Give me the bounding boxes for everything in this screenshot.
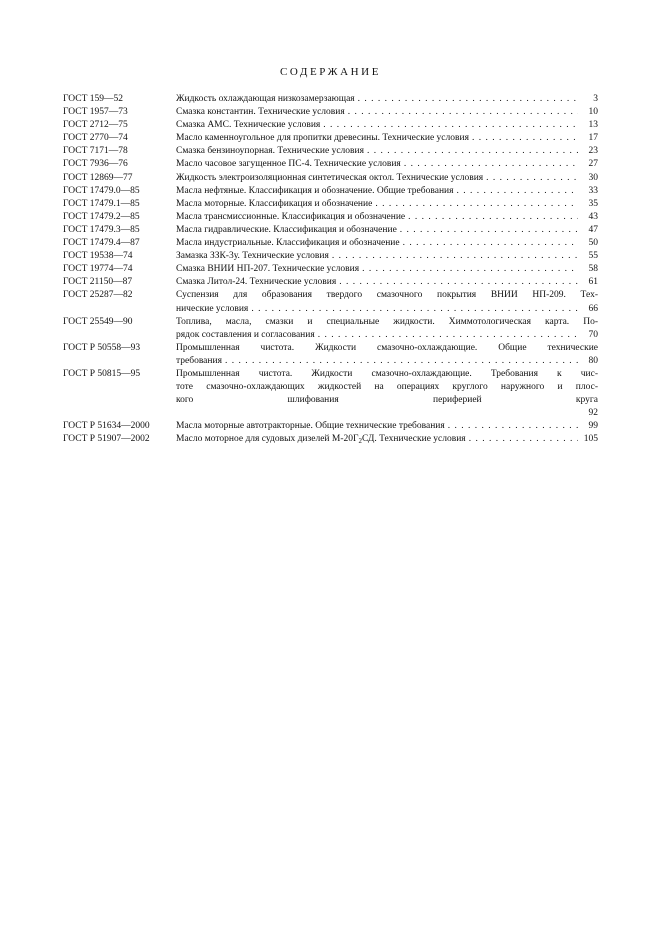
toc-entry[interactable] — [63, 93, 598, 106]
toc-entry-page: 3 — [593, 94, 598, 104]
toc-entry-title-line: Замазка ЗЗК-3у. Технические условия — [176, 251, 329, 262]
toc-entry[interactable] — [63, 198, 598, 211]
toc-entry-page: 13 — [588, 120, 598, 131]
toc-entry-page: 58 — [588, 264, 598, 275]
toc-entry-page: 66 — [588, 303, 598, 314]
toc-entry-code: ГОСТ 7936—76 — [63, 159, 128, 170]
dot-leader — [248, 303, 578, 316]
toc-entry[interactable] — [63, 237, 598, 250]
dot-leader — [483, 172, 578, 185]
toc-entry-code: ГОСТ 25549—90 — [63, 316, 133, 327]
dot-leader — [364, 145, 578, 158]
toc-entry[interactable] — [63, 263, 598, 276]
toc-entry-title-line: кого шлифования периферией круга — [176, 395, 598, 406]
dot-leader — [401, 158, 578, 171]
toc-entry-title — [176, 263, 598, 276]
toc-entry-title — [176, 211, 598, 224]
dot-leader — [397, 224, 578, 237]
toc-entry-title-line: Смазка ВНИИ НП-207. Технические условия — [176, 264, 360, 275]
dot-leader — [345, 106, 578, 119]
toc-entry-title — [176, 224, 598, 237]
toc-entry-title — [176, 368, 598, 420]
toc-entry-page: 50 — [588, 238, 598, 249]
toc-entry-title — [176, 145, 598, 158]
toc-entry-code: ГОСТ 17479.1—85 — [63, 198, 140, 209]
toc-entry-page: 10 — [588, 107, 598, 118]
toc-entry[interactable] — [63, 433, 598, 448]
toc-entry-page: 55 — [588, 251, 598, 262]
toc-entry[interactable] — [63, 119, 598, 132]
toc-entry[interactable] — [63, 145, 598, 158]
toc-entry-title-line: тоте смазочно-охлаждающих жидкостей на операциях круглого наружного и плос- — [176, 382, 598, 393]
toc-entry-code: ГОСТ 19538—74 — [63, 251, 133, 262]
toc-entry-page: 80 — [588, 355, 598, 366]
toc-entry-page: 92 — [588, 408, 598, 419]
toc-entry[interactable] — [63, 158, 598, 171]
toc-entry-title-line: Масла моторные. Классификация и обозначение — [176, 198, 373, 209]
toc-entry-title — [176, 433, 598, 448]
toc-entry[interactable] — [63, 106, 598, 119]
dot-leader — [359, 263, 578, 276]
toc-entry-title-line: рядок составления и согласования — [176, 329, 315, 340]
toc-entry-page: 47 — [588, 224, 598, 235]
toc-entry-title — [176, 316, 598, 342]
toc-entry[interactable] — [63, 132, 598, 145]
toc-entry-code: ГОСТ 17479.0—85 — [63, 185, 140, 196]
toc-entry-title — [176, 93, 598, 106]
toc-entry-title — [176, 342, 598, 368]
toc-entry-page: 23 — [588, 146, 598, 157]
toc-entry-title — [176, 198, 598, 211]
toc-entry-code: ГОСТ 21150—87 — [63, 277, 133, 288]
toc-entry-title-line: Масла нефтяные. Классификация и обозначение. Общие требования — [176, 185, 454, 196]
toc-entry-page: 70 — [588, 329, 598, 340]
toc-entry-title-line: Смазка АМС. Технические условия — [176, 120, 321, 131]
toc-entry-title — [176, 106, 598, 119]
toc-entry-title — [176, 185, 598, 198]
toc-entry-title-line: Масло часовое загущенное ПС-4. Технические условия — [176, 159, 401, 170]
table-of-contents — [63, 93, 598, 449]
toc-entry[interactable] — [63, 250, 598, 263]
toc-entry-page: 35 — [588, 198, 598, 209]
toc-entry[interactable] — [63, 342, 598, 368]
toc-entry-page: 30 — [588, 172, 598, 183]
dot-leader — [329, 250, 578, 263]
toc-entry-code: ГОСТ 159—52 — [63, 94, 123, 104]
dot-leader — [469, 132, 578, 145]
dot-leader — [320, 119, 578, 132]
dot-leader — [336, 276, 578, 289]
toc-entry-title-line: Смазка Литол-24. Технические условия — [176, 277, 337, 288]
contents-heading: СОДЕРЖАНИЕ — [279, 66, 382, 78]
toc-entry-title — [176, 237, 598, 250]
toc-entry-title — [176, 132, 598, 145]
toc-entry-title-line: Масла индустриальные. Классификация и обозначение — [176, 238, 400, 249]
toc-entry-code: ГОСТ 1957—73 — [63, 107, 128, 118]
toc-entry-title — [176, 119, 598, 132]
toc-entry[interactable] — [63, 289, 598, 315]
toc-entry-code: ГОСТ 2770—74 — [63, 133, 128, 144]
dot-leader — [372, 198, 578, 211]
dot-leader — [222, 355, 578, 368]
dot-leader — [400, 237, 578, 250]
toc-entry-code: ГОСТ Р 50815—95 — [63, 368, 141, 379]
toc-entry-title-line: Масла гидравлические. Классификация и обозначение — [176, 224, 397, 235]
toc-entry-page: 17 — [588, 133, 598, 144]
toc-entry-page: 33 — [588, 185, 598, 196]
toc-entry-title-line: Топлива, масла, смазки и специальные жидкости. Химмотологическая карта. По- — [176, 316, 598, 327]
toc-entry-page: 27 — [588, 159, 598, 170]
dot-leader — [405, 211, 578, 224]
toc-entry-page: 105 — [583, 434, 598, 445]
toc-entry[interactable] — [63, 224, 598, 237]
toc-entry-title — [176, 289, 598, 315]
toc-entry[interactable] — [63, 316, 598, 342]
toc-entry-title-line: Масло каменноугольное для пропитки древесины. Технические условия — [176, 133, 469, 144]
toc-entry[interactable] — [63, 368, 598, 420]
toc-entry-code: ГОСТ 25287—82 — [63, 290, 133, 301]
dot-leader — [315, 329, 578, 342]
toc-entry-title-line: нические условия — [176, 303, 249, 314]
toc-entry-title — [176, 250, 598, 263]
toc-entry[interactable] — [63, 276, 598, 289]
toc-entry-title — [176, 420, 598, 433]
dot-leader — [466, 433, 578, 446]
toc-entry-code: ГОСТ 17479.2—85 — [63, 211, 140, 222]
toc-entry-title-line: Смазка константин. Технические условия — [176, 107, 345, 118]
toc-entry-title-line: Жидкость электроизоляционная синтетическая октол. Технические условия — [176, 172, 484, 183]
toc-entry-title-line: Суспензия для образования твердого смазочного покрытия ВНИИ НП-209. Тех- — [176, 290, 598, 301]
dot-leader — [453, 185, 578, 198]
toc-entry-title-line: Промышленная чистота. Жидкости смазочно-охлаждающие. Требования к чис- — [176, 368, 598, 379]
toc-entry-page: 99 — [588, 421, 598, 432]
toc-entry[interactable] — [63, 185, 598, 198]
toc-entry-code: ГОСТ 17479.4—87 — [63, 238, 140, 249]
dot-leader — [355, 93, 578, 106]
toc-entry-code: ГОСТ 19774—74 — [63, 264, 133, 275]
toc-entry-page: 61 — [588, 277, 598, 288]
toc-entry-title-line: Промышленная чистота. Жидкости смазочно-охлаждающие. Общие технические — [176, 342, 598, 353]
toc-entry-title — [176, 158, 598, 171]
toc-entry[interactable] — [63, 172, 598, 185]
dot-leader — [445, 420, 578, 433]
toc-entry-title — [176, 172, 598, 185]
toc-entry-title-line: Смазка бензиноупорная. Технические условия — [176, 146, 364, 157]
toc-entry-code: ГОСТ 2712—75 — [63, 120, 128, 131]
toc-entry-code: ГОСТ 12869—77 — [63, 172, 133, 183]
toc-entry-code: ГОСТ 7171—78 — [63, 146, 128, 157]
toc-entry-title-line: Жидкость охлаждающая низкозамерзающая — [176, 94, 355, 104]
toc-entry-title-line: Масла трансмиссионные. Классификация и обозначение — [176, 211, 406, 222]
toc-entry[interactable] — [63, 211, 598, 224]
toc-entry-code: ГОСТ 17479.3—85 — [63, 224, 140, 235]
toc-entry[interactable] — [63, 420, 598, 433]
toc-entry-title-line: требования — [176, 355, 222, 366]
toc-entry-page: 43 — [588, 211, 598, 222]
toc-entry-code: ГОСТ Р 51907—2002 — [63, 434, 150, 445]
toc-entry-code: ГОСТ Р 50558—93 — [63, 342, 141, 353]
toc-entry-code: ГОСТ Р 51634—2000 — [63, 421, 150, 432]
toc-entry-title — [176, 276, 598, 289]
toc-entry-title-line: Масла моторные автотракторные. Общие технические требования — [176, 421, 445, 432]
toc-entry-title-text: Масло моторное для судовых дизелей $М-20Г_2СД$. Технические условия — [176, 434, 466, 446]
